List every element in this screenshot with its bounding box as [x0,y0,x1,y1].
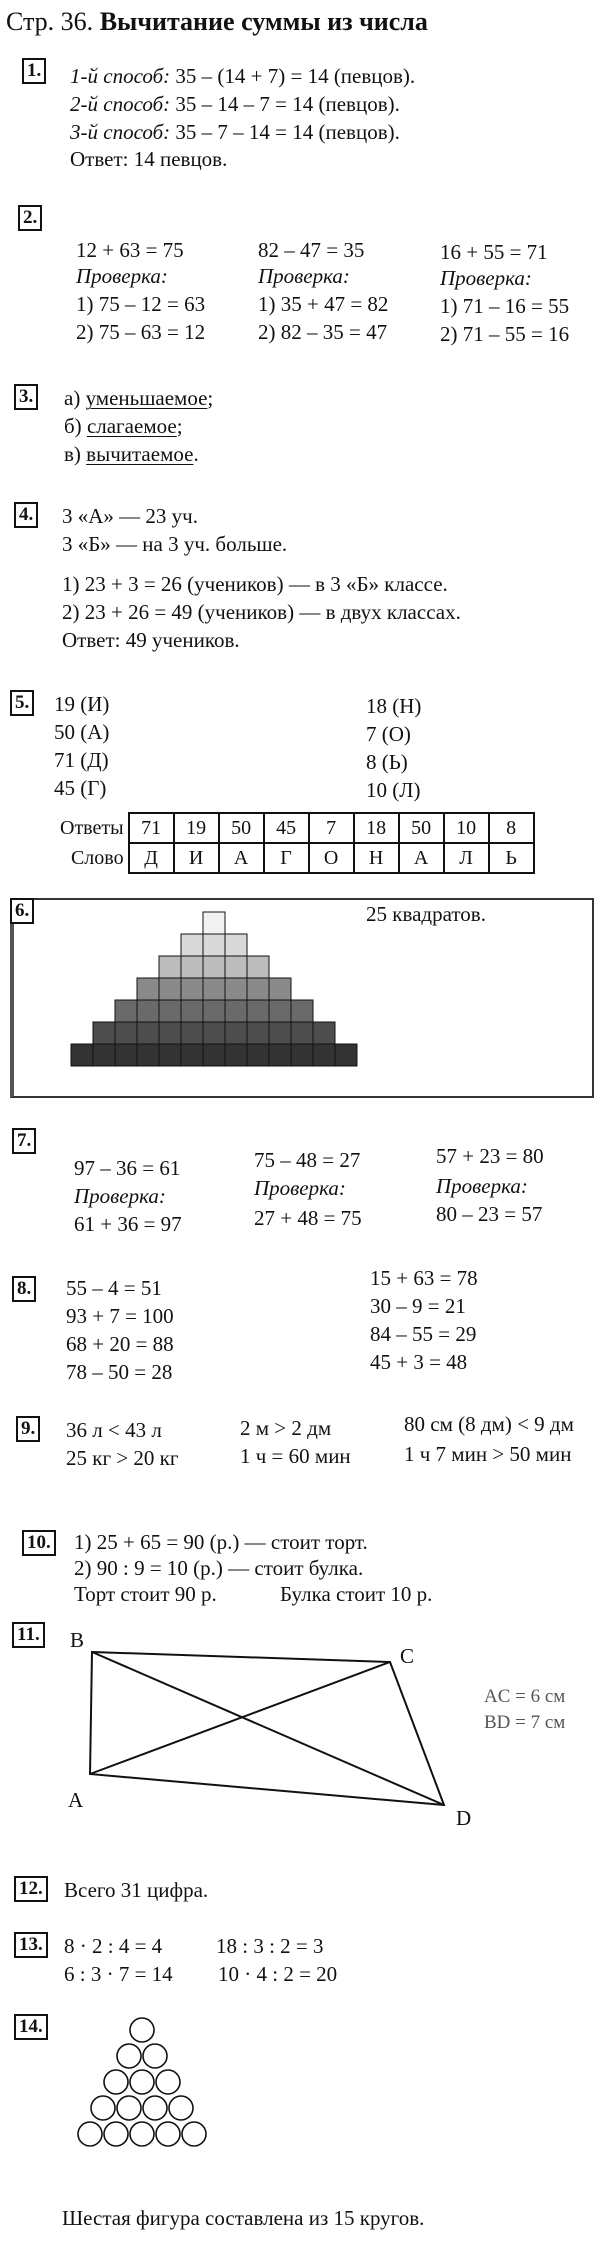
t8-right-1: 15 + 63 = 78 [370,1266,478,1290]
t8-right-3: 84 – 55 = 29 [370,1322,477,1346]
answer-cell: 50 [219,813,264,843]
circle [130,2122,154,2146]
t9-r1-c2: 2 м > 2 дм [240,1416,332,1440]
t9-r2-c3: 1 ч 7 мин > 50 мин [404,1442,572,1466]
task-7-number: 7. [12,1128,36,1154]
t8-left-4: 78 – 50 = 28 [66,1360,173,1384]
circle [78,2122,102,2146]
letter-cell: Г [264,843,309,873]
t3-item-2: б) слагаемое; [64,414,183,438]
t7-col3-check: Проверка: [436,1174,528,1198]
t14-caption: Шестая фигура составлена из 15 кругов. [62,2206,425,2230]
t13-r1-c2: 18 : 3 : 2 = 3 [216,1934,324,1958]
t2-col3-eq: 16 + 55 = 71 [440,240,548,264]
t6-text: 25 квадратов. [366,902,486,926]
letter-cell: А [399,843,444,873]
task-10-number: 10. [22,1530,56,1556]
t2-col2-c2: 2) 82 – 35 = 47 [258,320,388,344]
answer-cell: 10 [444,813,489,843]
point-b-label: B [70,1628,85,1652]
t5-left-1: 19 (И) [54,692,110,716]
task-13-number: 13. [14,1932,48,1958]
task-3-number: 3. [14,384,38,410]
task-12-number: 12. [14,1876,48,1902]
letter-cell: И [174,843,219,873]
page-number: Стр. 36. [6,7,94,36]
t4-line-2: 3 «Б» — на 3 уч. больше. [62,532,288,556]
circle [169,2096,193,2120]
circle [130,2018,154,2042]
t2-col1-c1: 1) 75 – 12 = 63 [76,292,206,316]
circle [143,2044,167,2068]
point-c-label: C [400,1644,415,1668]
answer-cell: 18 [354,813,399,843]
t13-r2-c2: 10 · 4 : 2 = 20 [218,1962,338,1986]
t1-line-3: 3-й способ: 35 – 7 – 14 = 14 (певцов). [70,120,400,144]
letter-cell: Л [444,843,489,873]
t4-answer: Ответ: 49 учеников. [62,628,240,652]
circle [156,2070,180,2094]
circle [117,2096,141,2120]
t9-r2-c1: 25 кг > 20 кг [66,1446,179,1470]
t8-left-1: 55 – 4 = 51 [66,1276,162,1300]
answer-cell: 19 [174,813,219,843]
t7-col1-check: Проверка: [74,1184,166,1208]
answer-cell: 71 [129,813,174,843]
letter-cell: Д [129,843,174,873]
letter-cell: Н [354,843,399,873]
t2-col2-check: Проверка: [258,264,350,288]
t2-col1-check: Проверка: [76,264,168,288]
t2-col1-c2: 2) 75 – 63 = 12 [76,320,206,344]
t5-right-1: 18 (Н) [366,694,422,718]
answer-cell: 45 [264,813,309,843]
letter-cell: О [309,843,354,873]
t5-right-3: 8 (Ь) [366,750,408,774]
task-9-number: 9. [16,1416,40,1442]
t2-col1-eq: 12 + 63 = 75 [76,238,184,262]
t5-left-4: 45 (Г) [54,776,107,800]
task-4-number: 4. [14,502,38,528]
t7-col2-c: 27 + 48 = 75 [254,1206,362,1230]
t2-col2-eq: 82 – 47 = 35 [258,238,365,262]
t10-line-2: 2) 90 : 9 = 10 (р.) — стоит булка. [74,1556,364,1580]
t9-r1-c1: 36 л < 43 л [66,1418,162,1442]
t13-r2-c1: 6 : 3 · 7 = 14 [64,1962,173,1986]
t8-left-3: 68 + 20 = 88 [66,1332,174,1356]
t5-right-4: 10 (Л) [366,778,421,802]
t1-answer: Ответ: 14 певцов. [70,147,228,171]
task-6-number: 6. [10,898,34,924]
letter-cell: Ь [489,843,534,873]
t2-col2-c1: 1) 35 + 47 = 82 [258,292,389,316]
t12-text: Всего 31 цифра. [64,1878,209,1902]
page-title: Вычитание суммы из числа [99,7,428,36]
t5-left-3: 71 (Д) [54,748,109,772]
circle [130,2070,154,2094]
t9-r1-c3: 80 см (8 дм) < 9 дм [404,1412,574,1436]
t1-line-2: 2-й способ: 35 – 14 – 7 = 14 (певцов). [70,92,400,116]
task-5-number: 5. [10,690,34,716]
circle [104,2070,128,2094]
task-11-number: 11. [12,1622,45,1648]
circle [182,2122,206,2146]
point-d-label: D [456,1806,472,1830]
t10-line-1: 1) 25 + 65 = 90 (р.) — стоит торт. [74,1530,368,1554]
circle [117,2044,141,2068]
t5-word-label: Слово [70,846,124,869]
t1-line-1: 1-й способ: 35 – (14 + 7) = 14 (певцов). [70,64,416,88]
t5-right-2: 7 (О) [366,722,411,746]
letter-cell: А [219,843,264,873]
circle [156,2122,180,2146]
task-8-number: 8. [12,1276,36,1302]
circle [143,2096,167,2120]
t3-item-3: в) вычитаемое. [64,442,199,466]
t7-col2-eq: 75 – 48 = 27 [254,1148,361,1172]
t8-right-4: 45 + 3 = 48 [370,1350,468,1374]
t4-line-1: 3 «А» — 23 уч. [62,504,198,528]
circle [91,2096,115,2120]
point-a-label: A [68,1788,84,1812]
t5-answers-label: Ответы [60,816,124,839]
t7-col3-eq: 57 + 23 = 80 [436,1144,544,1168]
circle [104,2122,128,2146]
t5-left-2: 50 (А) [54,720,110,744]
t7-col1-c: 61 + 36 = 97 [74,1212,182,1236]
t8-right-2: 30 – 9 = 21 [370,1294,466,1318]
t13-r1-c1: 8 · 2 : 4 = 4 [64,1934,163,1958]
t7-col3-c: 80 – 23 = 57 [436,1202,543,1226]
task-2-number: 2. [18,205,42,231]
t10-answer-1: Торт стоит 90 р. [74,1582,217,1606]
t8-left-2: 93 + 7 = 100 [66,1304,174,1328]
t2-col3-c2: 2) 71 – 55 = 16 [440,322,570,346]
t7-col1-eq: 97 – 36 = 61 [74,1156,181,1180]
task-1-number: 1. [22,58,46,84]
t11-bd: BD = 7 см [484,1712,566,1733]
task-14-number: 14. [14,2014,48,2040]
t3-item-1: а) уменьшаемое; [64,386,214,410]
t9-r2-c2: 1 ч = 60 мин [240,1444,351,1468]
t7-col2-check: Проверка: [254,1176,346,1200]
t2-col3-check: Проверка: [440,266,532,290]
t4-line-3: 1) 23 + 3 = 26 (учеников) — в 3 «Б» классе. [62,572,448,596]
t10-answer-2: Булка стоит 10 р. [280,1582,433,1606]
t4-line-4: 2) 23 + 26 = 49 (учеников) — в двух классах. [62,600,461,624]
answer-cell: 50 [399,813,444,843]
answer-cell: 8 [489,813,534,843]
t2-col3-c1: 1) 71 – 16 = 55 [440,294,570,318]
t11-ac: AC = 6 см [484,1686,566,1707]
answer-cell: 7 [309,813,354,843]
